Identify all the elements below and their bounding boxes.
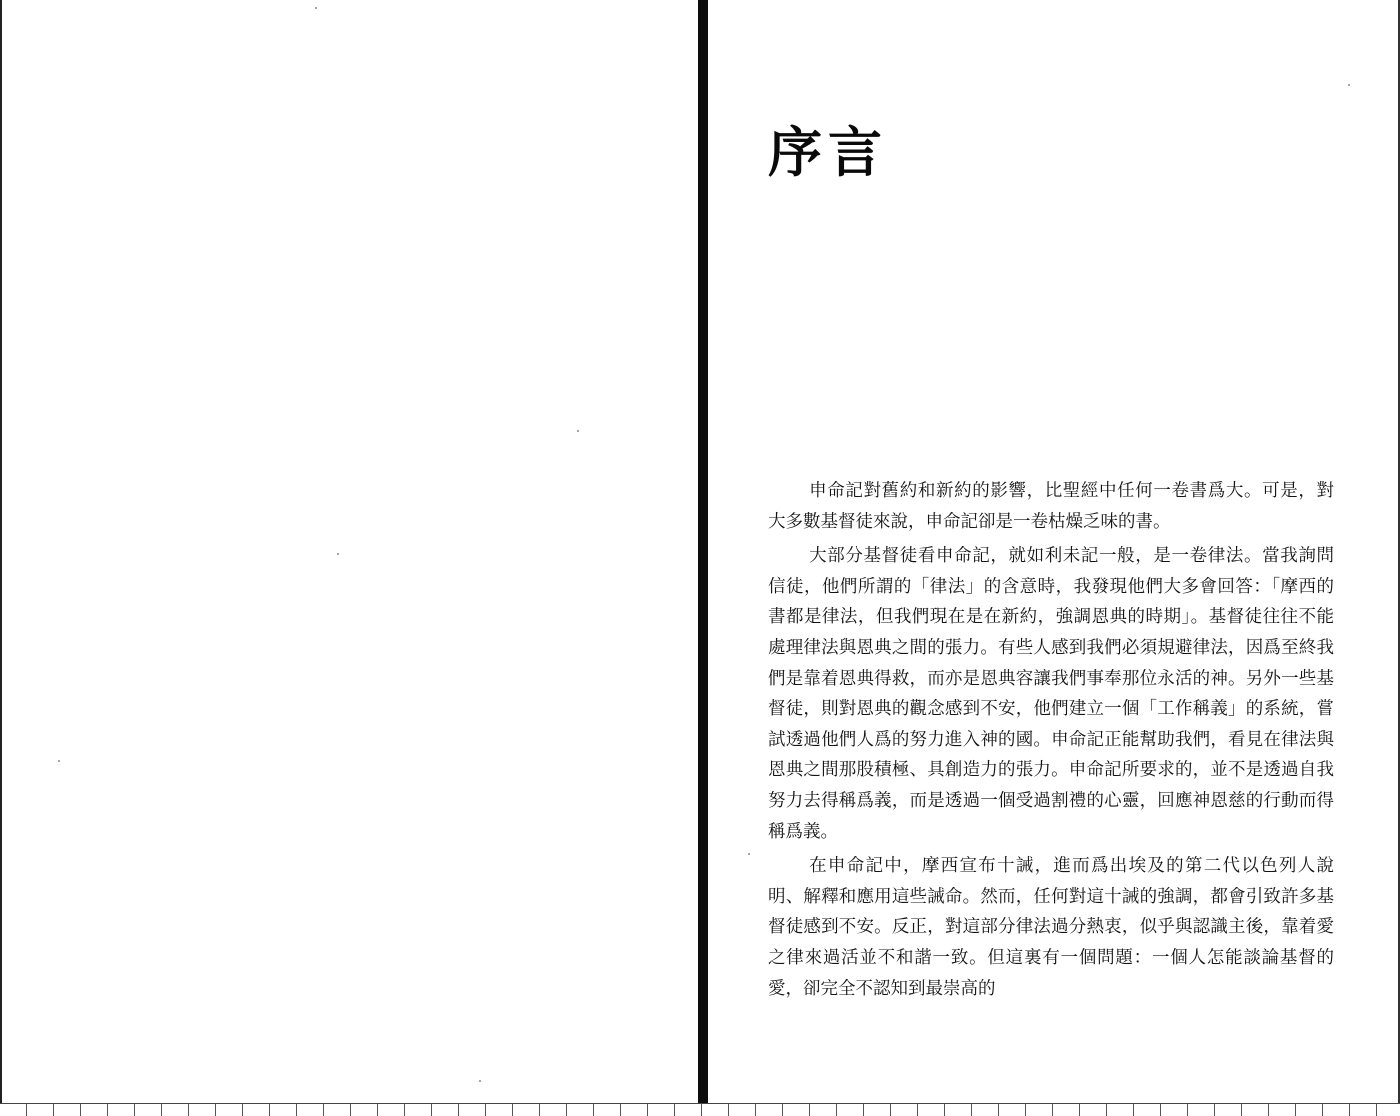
scan-speck bbox=[1348, 84, 1350, 86]
left-page-blank bbox=[0, 0, 698, 1116]
scan-speck bbox=[479, 1080, 481, 1082]
book-spine bbox=[698, 0, 708, 1116]
body-text bbox=[768, 476, 1334, 1008]
paragraph: 申命記對舊約和新約的影響，比聖經中任何一卷書爲大。可是，對大多數基督徒來說，申命記卻是一卷枯燥乏味的書。 bbox=[768, 481, 1334, 532]
scan-speck bbox=[577, 430, 579, 432]
scan-speck bbox=[748, 853, 750, 855]
scan-edge-strip bbox=[0, 1103, 1400, 1116]
paragraph: 在申命記中，摩西宣布十誡，進而爲出埃及的第二代以色列人說明、解釋和應用這些誡命。然而，任何對這十誡的強調，都會引致許多基督徒感到不安。反正，對這部分律法過分熱衷，似乎與認識主後，靠着愛之律來過活並不和諧一致。但這裏有一個問題：一個人怎能談論基督的愛，卻完全不認知到最崇高的 bbox=[768, 856, 1334, 999]
scan-speck bbox=[58, 760, 60, 762]
scan-speck bbox=[337, 553, 339, 555]
page-title: 序言 bbox=[768, 121, 888, 184]
right-page bbox=[708, 0, 1400, 1116]
scan-speck bbox=[315, 7, 317, 9]
paragraph: 大部分基督徒看申命記，就如利未記一般，是一卷律法。當我詢問信徒，他們所謂的「律法」的含意時，我發現他們大多會回答：「摩西的書都是律法，但我們現在是在新約，強調恩典的時期」。基督徒往往不能處理律法與恩典之間的張力。有些人感到我們必須規避律法，因爲至終我們是靠着恩典得救，而亦是恩典容讓我們事奉那位永活的神。另外一些基督徒，則對恩典的觀念感到不安，他們建立一個「工作稱義」的系統，嘗試透過他們人爲的努力進入神的國。申命記正能幫助我們，看見在律法與恩典之間那股積極、具創造力的張力。申命記所要求的，並不是透過自我努力去得稱爲義，而是透過一個受過割禮的心靈，回應神恩慈的行動而得稱爲義。 bbox=[768, 546, 1334, 842]
